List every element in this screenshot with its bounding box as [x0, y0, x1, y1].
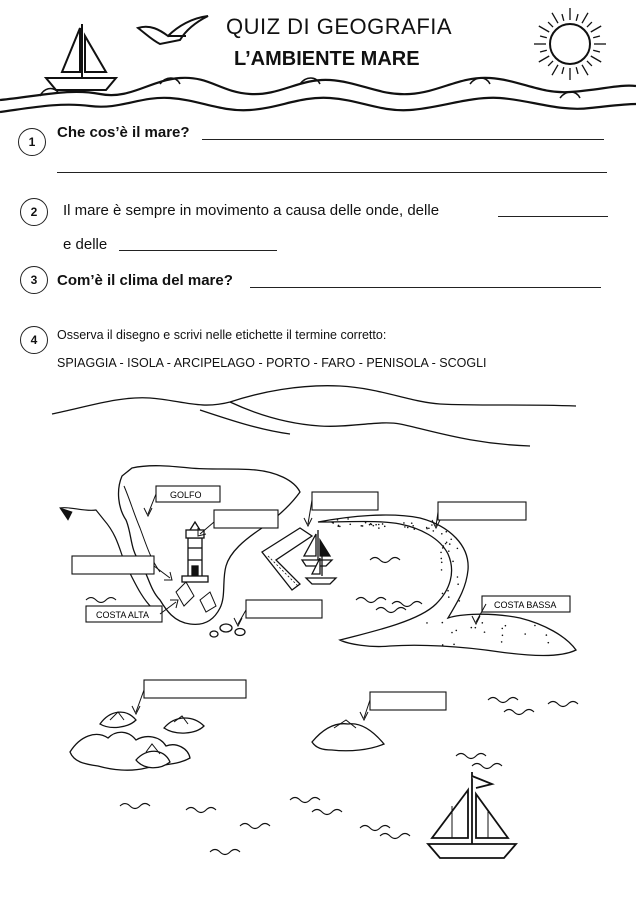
- water-ripple: [312, 810, 342, 815]
- sand-dot: [441, 569, 443, 571]
- sand-dot: [378, 524, 380, 526]
- water-ripple: [380, 834, 410, 839]
- sand-dot: [471, 627, 473, 629]
- sand-dot: [404, 526, 406, 528]
- label-costa-bassa: COSTA BASSA: [494, 600, 557, 610]
- sand-dot: [445, 543, 447, 545]
- sand-dot: [378, 527, 380, 529]
- sand-dot: [501, 641, 503, 643]
- sand-dot: [505, 625, 507, 627]
- label-box-blank-1[interactable]: [214, 510, 278, 528]
- sand-dot: [452, 561, 454, 563]
- archipelago-islands: [70, 712, 204, 770]
- sand-dot: [375, 524, 377, 526]
- question-2-text: Il mare è sempre in movimento a causa delle onde, delle: [63, 202, 440, 219]
- sand-dot: [443, 545, 445, 547]
- water-ripple: [356, 598, 386, 603]
- question-2-text-continued: e delle: [63, 236, 108, 253]
- label-golfo: GOLFO: [170, 490, 202, 500]
- sand-dot: [446, 541, 448, 543]
- sand-dot: [448, 596, 450, 598]
- label-box-blank-7[interactable]: [370, 692, 446, 710]
- water-ripple: [120, 804, 150, 809]
- sand-dot: [428, 527, 430, 529]
- sand-dot: [457, 576, 459, 578]
- sand-dot: [433, 530, 435, 532]
- sand-dot: [337, 525, 339, 527]
- sand-dot: [455, 630, 457, 632]
- sand-dot: [362, 525, 364, 527]
- sand-dot: [484, 631, 486, 633]
- water-ripple: [504, 710, 534, 715]
- sand-dot: [440, 558, 442, 560]
- sand-dot: [412, 525, 414, 527]
- sand-dot: [332, 522, 334, 524]
- water-ripple: [186, 808, 216, 813]
- island-outline: [312, 724, 384, 751]
- label-box-blank-6[interactable]: [144, 680, 246, 698]
- sand-dot: [384, 526, 386, 528]
- sand-dot: [426, 528, 428, 530]
- beach-outline: [318, 515, 576, 655]
- label-box-blank-2[interactable]: [312, 492, 378, 510]
- sand-dot: [349, 523, 351, 525]
- water-ripple: [472, 764, 502, 769]
- water-ripple: [210, 850, 240, 855]
- sand-dot: [475, 627, 477, 629]
- word-bank: SPIAGGIA - ISOLA - ARCIPELAGO - PORTO - FARO - PENISOLA - SCOGLI: [57, 356, 487, 370]
- sand-dot: [372, 525, 374, 527]
- sand-dot: [457, 548, 459, 550]
- question-3-number: 3: [20, 266, 48, 294]
- sand-dot: [337, 519, 339, 521]
- water-ripple: [370, 558, 400, 563]
- sand-dot: [449, 543, 451, 545]
- sand-dot: [441, 533, 443, 535]
- sand-dot: [407, 527, 409, 529]
- water-ripple: [488, 698, 518, 703]
- label-box-blank-3[interactable]: [438, 502, 526, 520]
- sand-dot: [347, 518, 349, 520]
- question-4-number: 4: [20, 326, 48, 354]
- label-box-blank-4[interactable]: [72, 556, 154, 574]
- water-ripple: [86, 598, 116, 603]
- sand-dot: [501, 628, 503, 630]
- sand-dot: [365, 522, 367, 524]
- water-ripple: [290, 798, 320, 803]
- sand-dot: [547, 642, 549, 644]
- sand-dot: [370, 523, 372, 525]
- sand-dot: [451, 632, 453, 634]
- label-box-blank-5[interactable]: [246, 600, 322, 618]
- water-ripple: [392, 602, 422, 607]
- label-costa-alta: COSTA ALTA: [96, 610, 150, 620]
- sand-dot: [546, 634, 548, 636]
- water-ripple: [548, 702, 578, 707]
- question-2-number: 2: [20, 198, 48, 226]
- sand-dot: [442, 622, 444, 624]
- sand-dot: [534, 625, 536, 627]
- page-subtitle: L’AMBIENTE MARE: [234, 48, 420, 70]
- sand-dot: [411, 522, 413, 524]
- question-1-number: 1: [18, 128, 46, 156]
- water-ripple: [376, 608, 406, 613]
- sand-dot: [440, 552, 442, 554]
- hills-outline: [52, 386, 576, 414]
- sand-dot: [502, 635, 504, 637]
- sand-dot: [448, 550, 450, 552]
- water-ripple: [456, 754, 486, 759]
- sand-dot: [441, 561, 443, 563]
- sand-dot: [431, 524, 433, 526]
- sand-dot: [414, 528, 416, 530]
- sand-dot: [445, 531, 447, 533]
- sand-dot: [442, 644, 444, 646]
- sand-dot: [450, 538, 452, 540]
- question-4-text: Osserva il disegno e scrivi nelle etichette il termine corretto:: [57, 328, 387, 342]
- sand-dot: [459, 600, 461, 602]
- page-title: QUIZ DI GEOGRAFIA: [226, 14, 453, 39]
- sand-dot: [524, 633, 526, 635]
- sand-dot: [482, 622, 484, 624]
- port-pier: [262, 528, 312, 590]
- water-ripple: [360, 826, 390, 831]
- sand-dot: [442, 593, 444, 595]
- question-1-text: Che cos’è il mare?: [57, 124, 190, 141]
- sand-dot: [339, 526, 341, 528]
- sand-dot: [457, 583, 459, 585]
- sand-dot: [447, 590, 449, 592]
- sand-dot: [453, 644, 455, 646]
- sand-dot: [403, 522, 405, 524]
- sand-dot: [442, 547, 444, 549]
- sand-dot: [382, 523, 384, 525]
- water-ripple: [240, 824, 270, 829]
- sailboat-bottom-icon: [428, 772, 516, 858]
- sand-dot: [426, 622, 428, 624]
- question-3-text: Com’è il clima del mare?: [57, 272, 233, 289]
